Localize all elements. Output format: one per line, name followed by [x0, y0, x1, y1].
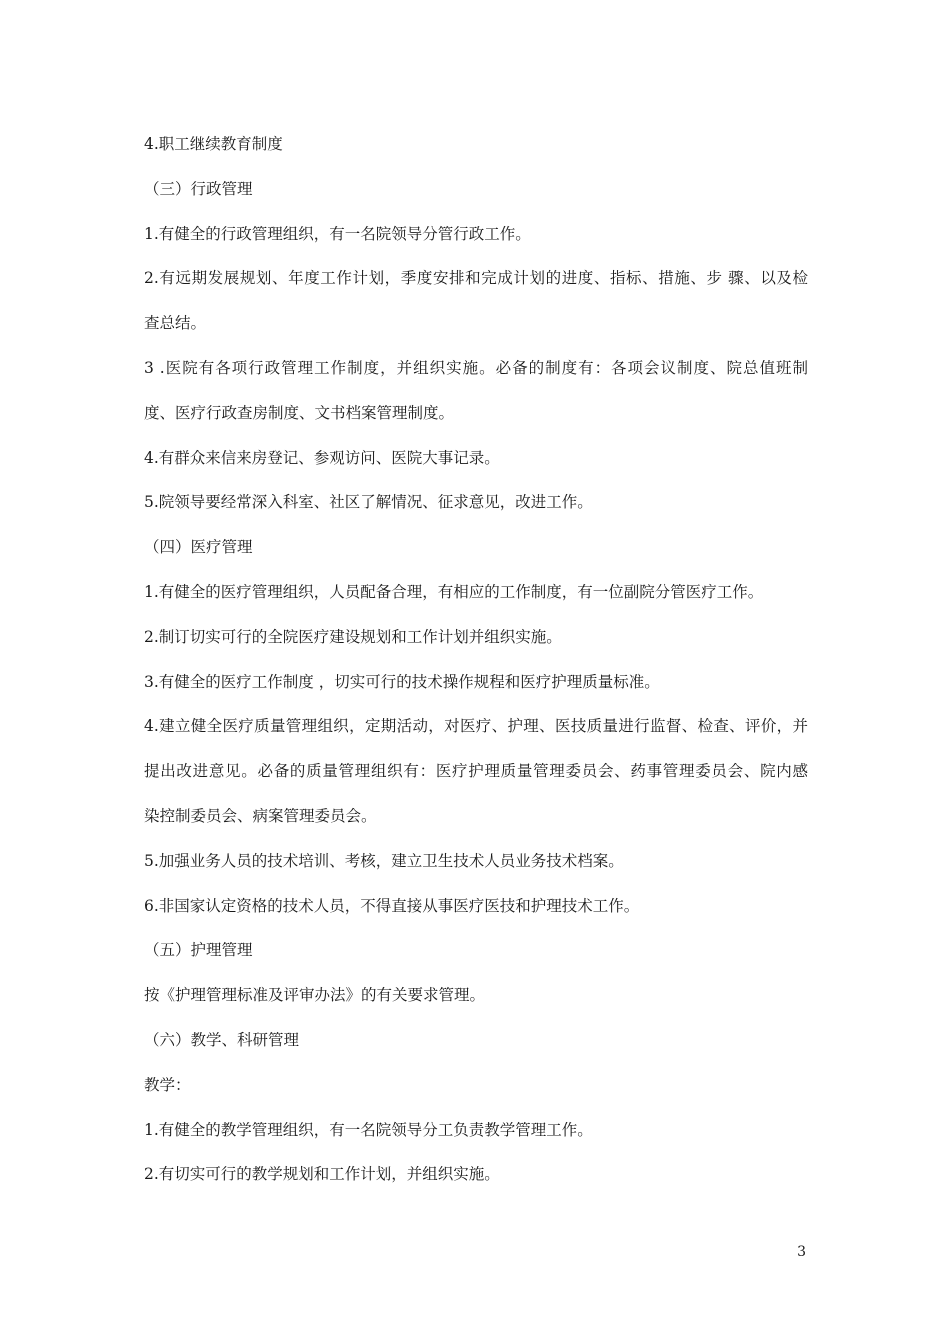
section-heading-nursing: （五）护理管理 — [144, 941, 253, 960]
text-line-12: 2.制订切实可行的全院医疗建设规划和工作计划并组织实施。 — [144, 627, 562, 646]
section-heading-teaching-research: （六）教学、科研管理 — [144, 1030, 300, 1049]
text-line-23: 1.有健全的教学管理组织，有一名院领导分工负责教学管理工作。 — [144, 1120, 593, 1139]
document-body — [144, 122, 808, 1197]
text-line-17: 5.加强业务人员的技术培训、考核，建立卫生技术人员业务技术档案。 — [144, 851, 624, 870]
text-line-9: 5.院领导要经常深入科室、社区了解情况、征求意见，改进工作。 — [144, 493, 593, 512]
text-line-3: 1.有健全的行政管理组织，有一名院领导分管行政工作。 — [144, 224, 531, 243]
text-line-16: 染控制委员会、病案管理委员会。 — [144, 806, 377, 825]
text-line-14: 4.建立健全医疗质量管理组织，定期活动，对医疗、护理、医技质量进行监督、检查、评价，并 — [144, 717, 808, 736]
text-line-4: 2.有远期发展规划、年度工作计划，季度安排和完成计划的进度、指标、措施、步 骤、以及检 — [144, 269, 808, 288]
subheading-teaching: 教学： — [144, 1075, 191, 1094]
text-line-15: 提出改进意见。必备的质量管理组织有：医疗护理质量管理委员会、药事管理委员会、院内感 — [144, 762, 808, 781]
text-line-8: 4.有群众来信来房登记、参观访问、医院大事记录。 — [144, 448, 500, 467]
text-line-18: 6.非国家认定资格的技术人员，不得直接从事医疗医技和护理技术工作。 — [144, 896, 640, 915]
text-line-11: 1.有健全的医疗管理组织，人员配备合理，有相应的工作制度，有一位副院分管医疗工作。 — [144, 582, 764, 601]
section-heading-administration: （三）行政管理 — [144, 179, 253, 198]
section-heading-medical: （四）医疗管理 — [144, 538, 253, 557]
text-line-5: 查总结。 — [144, 314, 207, 333]
text-line-24: 2.有切实可行的教学规划和工作计划，并组织实施。 — [144, 1165, 500, 1184]
text-line-1: 4.职工继续教育制度 — [144, 135, 283, 153]
text-line-20: 按《护理管理标准及评审办法》的有关要求管理。 — [144, 986, 486, 1005]
text-line-7: 度、医疗行政查房制度、文书档案管理制度。 — [144, 403, 455, 422]
text-line-6: 3 .医院有各项行政管理工作制度，并组织实施。必备的制度有：各项会议制度、院总值班制 — [144, 358, 808, 377]
text-line-13: 3.有健全的医疗工作制度 ，切实可行的技术操作规程和医疗护理质量标准。 — [144, 672, 660, 691]
page-number: 3 — [797, 1244, 806, 1260]
